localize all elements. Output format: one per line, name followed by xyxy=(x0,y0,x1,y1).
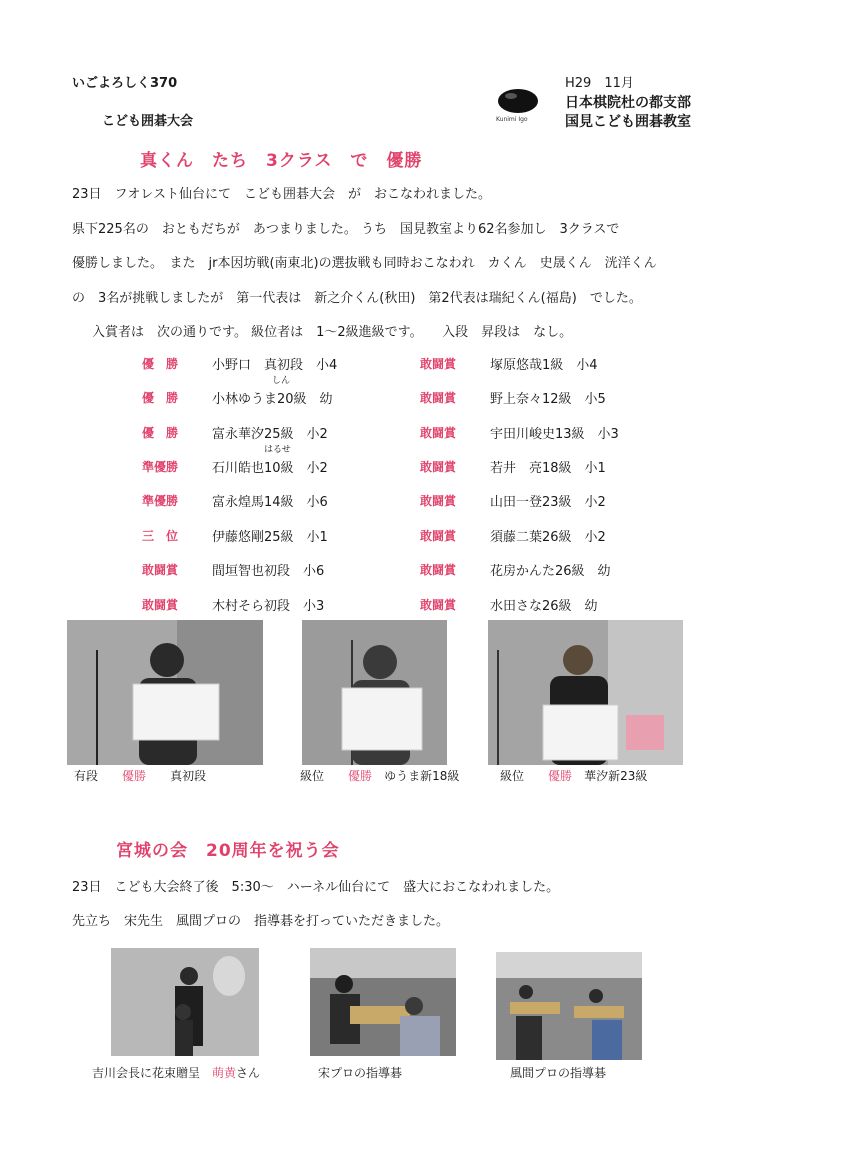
winner-name: 石川皓也10級 小2 xyxy=(212,461,328,476)
award-label: 優 勝 xyxy=(142,391,179,405)
winner-name: 富永華汐25級 小2 xyxy=(212,427,328,442)
photo-caption: 吉川会長に花束贈呈 萌黄さん xyxy=(92,1066,261,1080)
award-label: 敢闘賞 xyxy=(420,494,457,508)
org-name-2: 国見こども囲碁教室 xyxy=(565,114,691,130)
winner-name: 須藤二葉26級 小2 xyxy=(490,530,606,545)
photo-caption: 有段 優勝 真初段 xyxy=(74,769,207,783)
issue-date: H29 11月 xyxy=(565,76,634,91)
logo-text: Kunimi Igo xyxy=(496,116,528,123)
winner-name: 小林ゆうま20級 幼 xyxy=(212,392,333,407)
award-label: 敢闘賞 xyxy=(420,357,457,371)
ruby-text: はるせ xyxy=(264,445,291,455)
winner-name: 富永煌馬14級 小6 xyxy=(212,495,328,510)
photo-song-pro xyxy=(310,948,456,1056)
winner-name: 塚原悠哉1級 小4 xyxy=(490,358,598,373)
paragraph: の 3名が挑戦しましたが 第一代表は 新之介くん(秋田) 第2代表は瑞紀くん(福島) でした。 xyxy=(72,291,642,306)
paragraph: 入賞者は 次の通りです。 級位者は 1～2級進級です。 入段 昇段は なし。 xyxy=(92,325,573,340)
winner-name: 山田一登23級 小2 xyxy=(490,495,606,510)
winner-name: 間垣智也初段 小6 xyxy=(212,564,325,579)
award-label: 敢闘賞 xyxy=(142,598,179,612)
photo-winner-kyu-2 xyxy=(488,620,683,765)
org-name-1: 日本棋院杜の都支部 xyxy=(565,95,691,111)
ruby-text: しん xyxy=(272,376,291,386)
award-label: 敢闘賞 xyxy=(420,426,457,440)
winner-name: 花房かんた26級 幼 xyxy=(490,564,611,579)
paragraph: 23日 こども大会終了後 5:30～ ハーネル仙台にて 盛大におこなわれました。 xyxy=(72,880,560,895)
winner-name: 野上奈々12級 小5 xyxy=(490,392,606,407)
award-label: 準優勝 xyxy=(142,494,179,508)
award-label: 敢闘賞 xyxy=(420,598,457,612)
winner-name: 水田さな26級 幼 xyxy=(490,599,598,614)
photo-caption: 宋プロの指導碁 xyxy=(318,1066,403,1080)
photo-caption: 級位 優勝 華汐新23級 xyxy=(500,769,648,783)
paragraph: 優勝しました。 また jr本因坊戦(南東北)の選抜戦も同時おこなわれ カくん 史晟くん 洸洋くん xyxy=(72,256,657,271)
winner-name: 伊藤悠剛25級 小1 xyxy=(212,530,328,545)
section1-heading: 真くん たち 3クラス で 優勝 xyxy=(140,151,423,171)
paragraph: 23日 フオレスト仙台にて こども囲碁大会 が おこなわれました。 xyxy=(72,187,492,202)
photo-bouquet xyxy=(111,948,259,1056)
winner-name: 木村そら初段 小3 xyxy=(212,599,325,614)
award-label: 三 位 xyxy=(142,529,179,543)
award-label: 敢闘賞 xyxy=(142,563,179,577)
section2-heading: 宮城の会 20周年を祝う会 xyxy=(116,841,340,861)
award-label: 敢闘賞 xyxy=(420,563,457,577)
photo-winner-dan xyxy=(67,620,263,765)
event-title: こども囲碁大会 xyxy=(102,114,194,129)
award-label: 優 勝 xyxy=(142,357,179,371)
winner-name: 若井 亮18級 小1 xyxy=(490,461,606,476)
award-label: 敢闘賞 xyxy=(420,529,457,543)
go-stone-logo-icon xyxy=(496,88,540,114)
photo-caption: 風間プロの指導碁 xyxy=(510,1066,607,1080)
award-label: 準優勝 xyxy=(142,460,179,474)
winner-name: 宇田川峻史13級 小3 xyxy=(490,427,619,442)
photo-caption: 級位 優勝 ゆうま新18級 xyxy=(300,769,460,783)
paragraph: 県下225名の おともだちが あつまりました。 うち 国見教室より62名参加し 3クラスで xyxy=(72,222,620,237)
photo-kazama-pro xyxy=(496,952,642,1060)
photo-winner-kyu-1 xyxy=(302,620,447,765)
award-label: 敢闘賞 xyxy=(420,460,457,474)
award-label: 敢闘賞 xyxy=(420,391,457,405)
paragraph: 先立ち 宋先生 風間プロの 指導碁を打っていただきました。 xyxy=(72,914,450,929)
award-label: 優 勝 xyxy=(142,426,179,440)
series-title: いごよろしく370 xyxy=(72,76,178,91)
winner-name: 小野口 真初段 小4 xyxy=(212,358,338,373)
